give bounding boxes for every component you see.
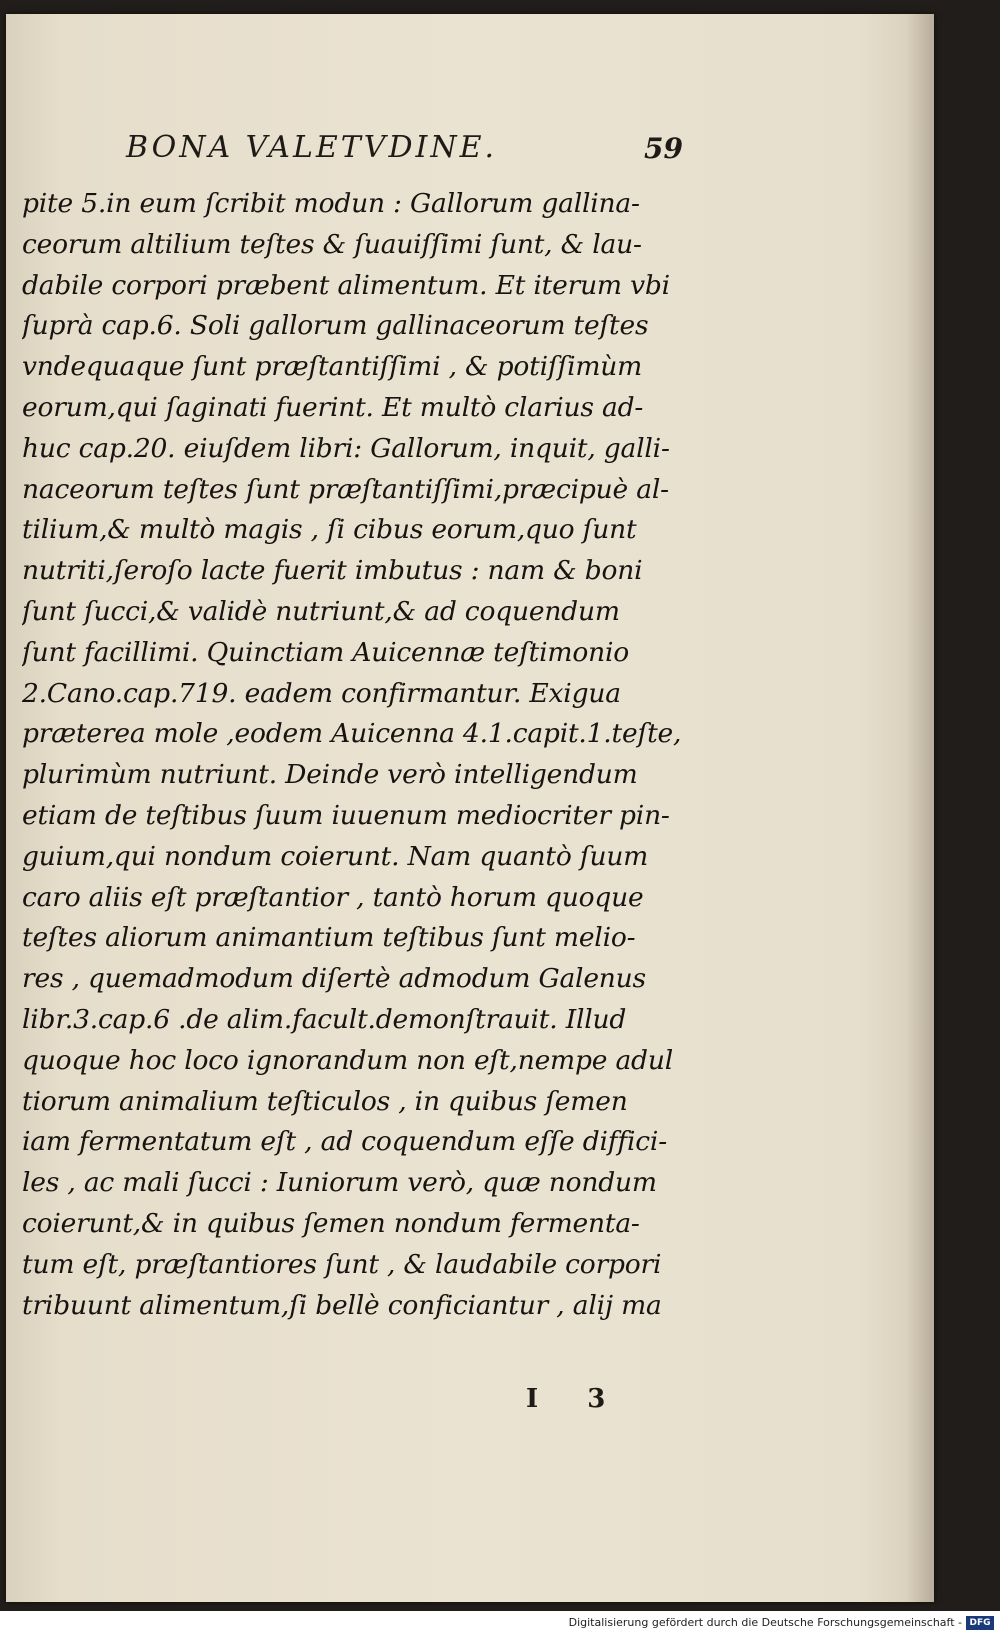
- body-text: [22, 184, 682, 1326]
- text-line: ſuprà cap.6. Soli gallorum gallinaceorum teſtes: [22, 310, 649, 342]
- text-line: guium,qui nondum coierunt. Nam quantò ſuum: [22, 840, 649, 872]
- footer-bar: [0, 1611, 1000, 1633]
- page-number: 59: [644, 132, 683, 165]
- text-line: huc cap.20. eiuſdem libri: Gallorum, inquit, galli-: [22, 432, 670, 464]
- dfg-logo-icon: DFG: [966, 1616, 994, 1630]
- text-line: libr.3.cap.6 .de alim.facult.demonſtrauit. Illud: [22, 1003, 627, 1035]
- text-line: eorum,qui ſaginati fuerint. Et multò clarius ad-: [22, 391, 644, 423]
- text-line: tiorum animalium teſticulos , in quibus ſemen: [22, 1085, 628, 1117]
- text-line: teſtes aliorum animantium teſtibus ſunt melio-: [22, 922, 636, 954]
- text-line: tum eſt, præſtantiores ſunt , & laudabile corpori: [22, 1248, 662, 1280]
- footer-credit: Digitalisierung gefördert durch die Deutsche Forschungsgemeinschaft -: [568, 1616, 962, 1629]
- text-line: coierunt,& in quibus ſemen nondum fermenta-: [22, 1207, 640, 1239]
- book-page: [6, 14, 934, 1602]
- text-line: ceorum altilium teſtes & ſuauiſſimi ſunt, & lau-: [22, 228, 642, 260]
- text-line: tribuunt alimentum,ſi bellè conficiantur , alij ma: [22, 1289, 662, 1321]
- page-edge-shadow: [906, 14, 934, 1602]
- text-line: tilium,& multò magis , ſi cibus eorum,quo ſunt: [22, 514, 637, 546]
- text-line: præterea mole ,eodem Auicenna 4.1.capit.1.teſte,: [22, 718, 682, 750]
- text-line: vndequaque ſunt præſtantiſſimi , & potiſſimùm: [22, 351, 643, 383]
- text-line: naceorum teſtes ſunt præſtantiſſimi,præcipuè al-: [22, 473, 669, 505]
- text-line: dabile corpori præbent alimentum. Et iterum vbi: [22, 269, 670, 301]
- text-line: res , quemadmodum diſertè admodum Galenus: [22, 963, 646, 995]
- text-line: les , ac mali ſucci : Iuniorum verò, quæ nondum: [22, 1167, 657, 1199]
- text-line: pite 5.in eum ſcribit modun : Gallorum gallina-: [22, 188, 640, 219]
- text-line: quoque hoc loco ignorandum non eſt,nempe adul: [22, 1044, 673, 1076]
- text-line: 2.Cano.cap.719. eadem confirmantur. Exigua: [22, 677, 621, 709]
- text-line: iam fermentatum eſt , ad coquendum eſſe diffici-: [22, 1126, 667, 1158]
- text-line: caro aliis eſt præſtantior , tantò horum quoque: [22, 881, 644, 913]
- text-line: ſunt facillimi. Quinctiam Auicennæ teſtimonio: [22, 636, 629, 668]
- text-line: plurimùm nutriunt. Deinde verò intelligendum: [22, 759, 638, 791]
- text-line: etiam de teſtibus ſuum iuuenum mediocriter pin-: [22, 799, 670, 831]
- text-line: nutriti,ſeroſo lacte fuerit imbutus : nam & boni: [22, 555, 643, 587]
- signature-mark: I 3: [526, 1384, 626, 1414]
- text-line: ſunt ſucci,& validè nutriunt,& ad coquendum: [22, 595, 620, 627]
- running-head: BONA VALETVDINE.: [126, 130, 498, 165]
